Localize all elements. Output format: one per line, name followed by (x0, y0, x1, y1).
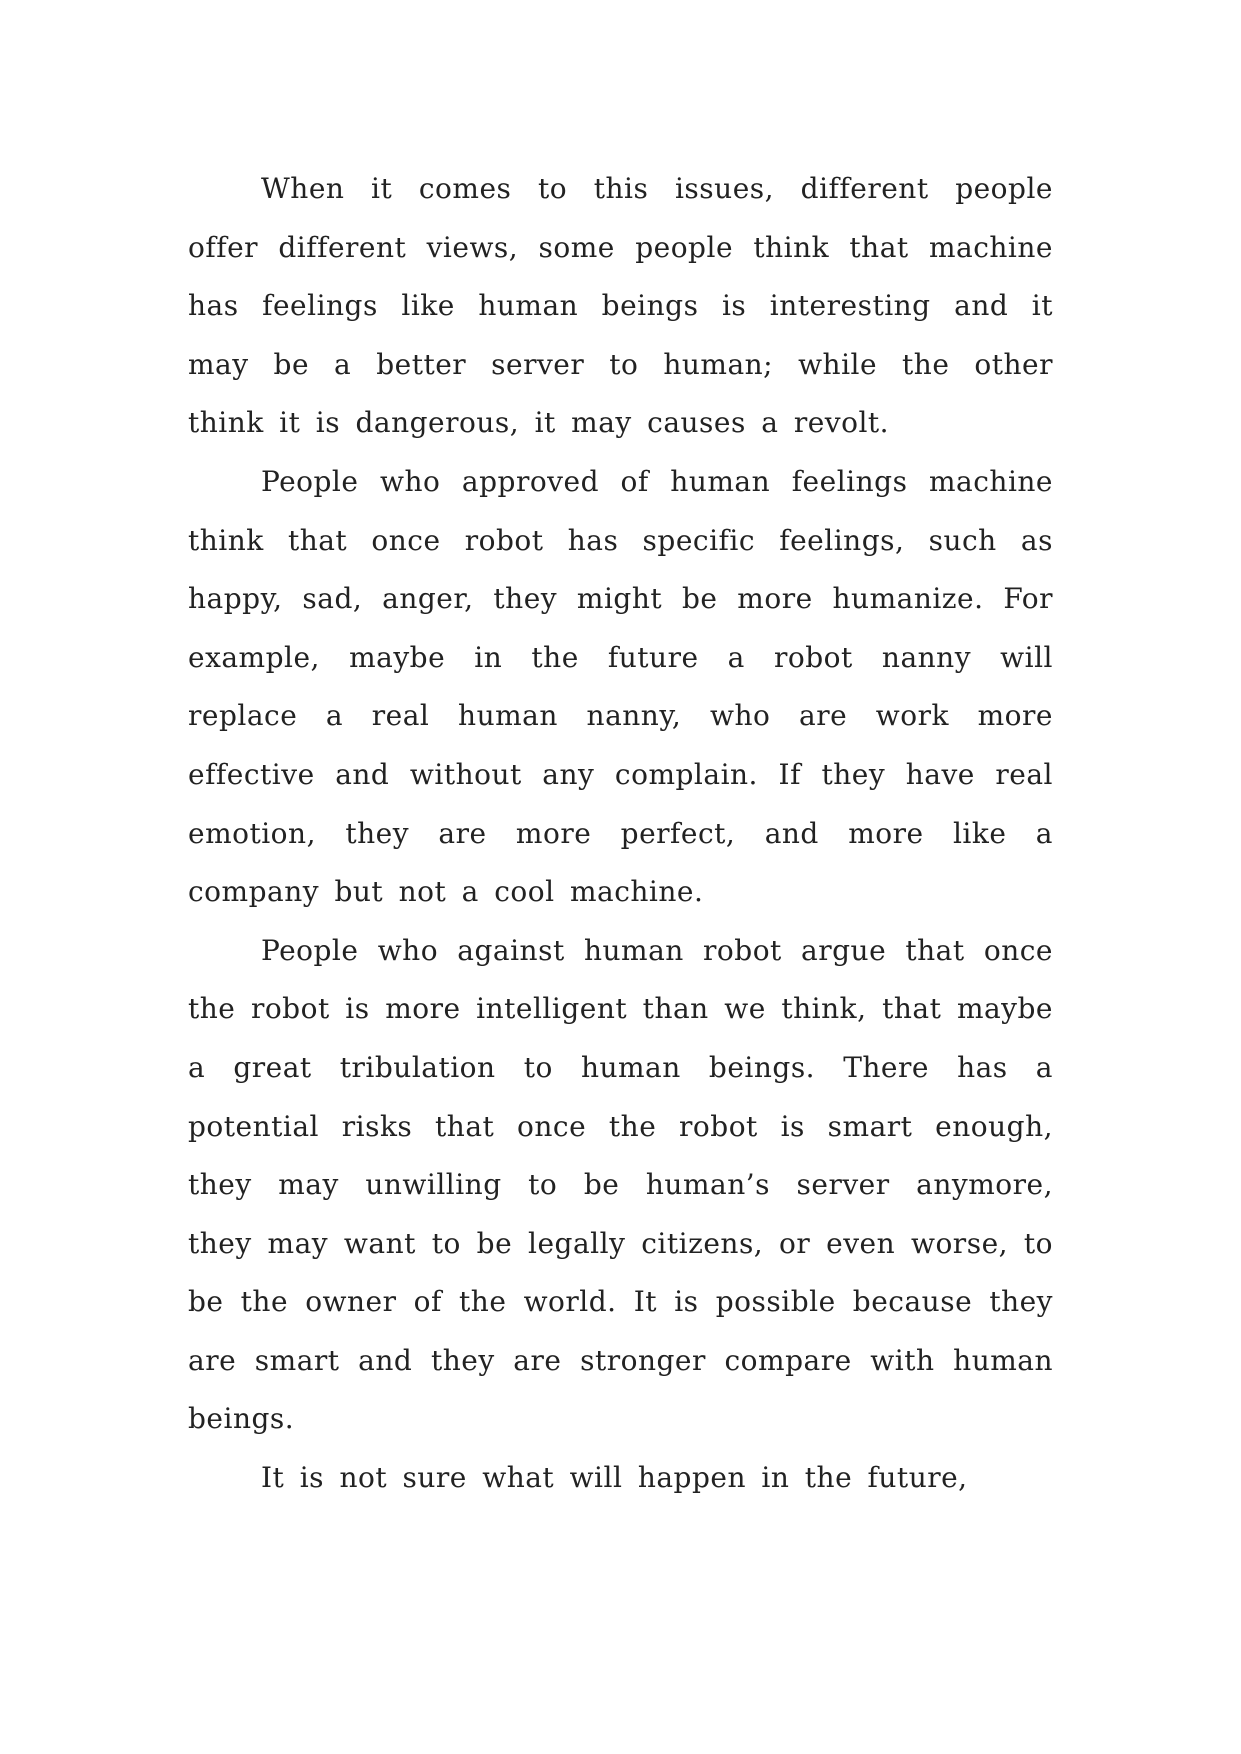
paragraph-4: It is not sure what will happen in the future, (261, 1461, 968, 1495)
paragraph-2: People who approved of human feelings machine think that once robot has specific feelings, such as happy, sad, anger, they might be more humanize. For example, maybe in the future a robot nanny will replace a real human nanny, who are work more effective and without any complain. If they have real emotion, they are more perfect, and more like a company but not a cool machine. (188, 464, 1053, 909)
paragraph-1: When it comes to this issues, different people offer different views, some people think that machine has feelings like human beings is interesting and it may be a better server to human; while the other think it is dangerous, it may causes a revolt. (188, 172, 1053, 440)
essay-body (188, 160, 1053, 1508)
paragraph-3: People who against human robot argue that once the robot is more intelligent than we think, that maybe a great tribulation to human beings. There has a potential risks that once the robot is smart enough, they may unwilling to be human’s server anymore, they may want to be legally citizens, or even worse, to be the owner of the world. It is possible because they are smart and they are stronger compare with human beings. (188, 933, 1053, 1436)
